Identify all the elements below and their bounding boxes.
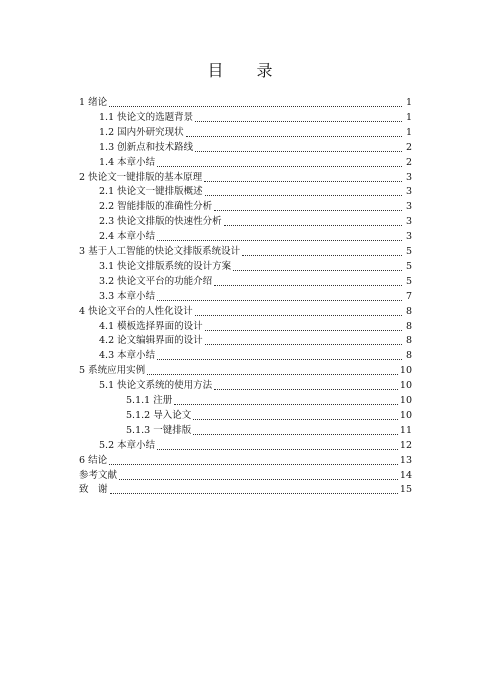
toc-entry-label: 5 系统应用实例 xyxy=(79,365,146,377)
toc-entry[interactable] xyxy=(99,156,412,170)
toc-entry[interactable] xyxy=(99,439,412,453)
dot-leader xyxy=(204,180,402,182)
toc-entry-label: 参考文献 xyxy=(79,469,118,481)
toc-entry[interactable] xyxy=(99,215,412,229)
toc-entry-page: 3 xyxy=(405,201,412,213)
dot-leader xyxy=(186,135,402,137)
toc-entry[interactable] xyxy=(126,409,412,423)
dot-leader xyxy=(174,403,398,405)
toc-entry[interactable] xyxy=(99,141,412,155)
toc-entry-label: 5.1.2 导入论文 xyxy=(126,409,192,421)
toc-entry-label: 5.2 本章小结 xyxy=(99,439,156,451)
toc-entry-label: 4.2 论文编辑界面的设计 xyxy=(99,335,203,347)
dot-leader xyxy=(195,314,402,316)
dot-leader xyxy=(110,492,398,494)
toc-entry-label: 1 绪论 xyxy=(79,97,108,108)
toc-entry[interactable] xyxy=(99,260,412,274)
toc-entry-page: 7 xyxy=(405,290,412,302)
dot-leader xyxy=(214,209,402,211)
dot-leader xyxy=(109,105,402,107)
toc-entry-label: 4 快论文平台的人性化设计 xyxy=(79,305,193,317)
toc-entry-page: 5 xyxy=(405,275,412,287)
toc-entry-page: 1 xyxy=(405,97,412,108)
toc-entry-label: 1.2 国内外研究现状 xyxy=(99,126,184,138)
toc-entry-label: 4.3 本章小结 xyxy=(99,350,156,362)
toc-entry-page: 5 xyxy=(405,260,412,272)
toc-entry[interactable] xyxy=(79,469,412,483)
toc-entry-page: 1 xyxy=(405,111,412,123)
toc-entry-page: 1 xyxy=(405,126,412,138)
toc-entry-label: 3.1 快论文排版系统的设计方案 xyxy=(99,260,232,272)
dot-leader xyxy=(193,418,398,420)
dot-leader xyxy=(195,150,402,152)
toc-entry[interactable] xyxy=(99,200,412,214)
dot-leader xyxy=(242,254,402,256)
page-title: 目 录 xyxy=(207,61,287,80)
toc-entry[interactable] xyxy=(99,320,412,334)
toc-entry-page: 3 xyxy=(405,171,412,183)
toc-entry[interactable] xyxy=(79,483,412,497)
toc-entry-label: 2.2 智能排版的准确性分析 xyxy=(99,201,213,213)
toc-entry-page: 10 xyxy=(399,380,412,392)
toc-entry-page: 3 xyxy=(405,231,412,243)
toc-entry-page: 3 xyxy=(405,216,412,228)
toc-entry[interactable] xyxy=(79,245,412,259)
toc-entry-label: 3 基于人工智能的快论文排版系统设计 xyxy=(79,246,241,257)
toc-entry-page: 12 xyxy=(399,439,412,451)
toc-entry-page: 13 xyxy=(399,454,412,466)
toc-entry-label: 3.2 快论文平台的功能介绍 xyxy=(99,275,213,287)
toc-entry-label: 5.1.3 一键排版 xyxy=(126,424,192,436)
toc-entry[interactable] xyxy=(126,394,412,408)
toc-entry[interactable] xyxy=(79,454,412,468)
toc-entry-label: 1.1 快论文的选题背景 xyxy=(99,111,194,123)
toc-entry-page: 3 xyxy=(405,186,412,198)
toc-entry-page: 8 xyxy=(405,350,412,362)
toc-entry[interactable] xyxy=(79,171,412,185)
dot-leader xyxy=(233,269,402,271)
dot-leader xyxy=(109,463,398,465)
toc-entry[interactable] xyxy=(99,185,412,199)
toc-entry-page: 10 xyxy=(399,395,412,406)
toc-entry[interactable] xyxy=(126,424,412,438)
toc-entry-label: 3.3 本章小结 xyxy=(99,290,156,302)
dot-leader xyxy=(205,194,402,196)
toc-entry-page: 15 xyxy=(399,484,412,496)
toc-entry-label: 1.3 创新点和技术路线 xyxy=(99,141,194,153)
toc-entry[interactable] xyxy=(99,334,412,348)
dot-leader xyxy=(205,343,402,345)
toc-entry[interactable] xyxy=(99,379,412,393)
dot-leader xyxy=(157,358,402,360)
dot-leader xyxy=(119,478,398,480)
toc-entry[interactable] xyxy=(99,230,412,244)
toc-entry-page: 14 xyxy=(399,469,412,481)
dot-leader xyxy=(157,165,402,167)
dot-leader xyxy=(195,120,402,122)
dot-leader xyxy=(147,373,398,375)
dot-leader xyxy=(205,329,402,331)
toc-entry[interactable] xyxy=(99,126,412,140)
toc-entry-label: 6 结论 xyxy=(79,454,108,466)
toc-entry-label: 致 谢 xyxy=(79,484,108,496)
dot-leader xyxy=(157,448,398,450)
toc-entry-page: 8 xyxy=(405,335,412,347)
toc-entry-label: 2.1 快论文一键排版概述 xyxy=(99,186,203,198)
toc-entry-label: 1.4 本章小结 xyxy=(99,156,156,168)
toc-entry-page: 11 xyxy=(399,424,412,436)
toc-entry-label: 2 快论文一键排版的基本原理 xyxy=(79,171,203,183)
toc-entry[interactable] xyxy=(79,305,412,319)
toc-entry[interactable] xyxy=(79,364,412,378)
toc-entry-page: 8 xyxy=(405,305,412,317)
toc-entry-page: 5 xyxy=(405,246,412,257)
toc-entry[interactable] xyxy=(99,275,412,289)
toc-entry[interactable] xyxy=(79,96,412,110)
toc-entry-label: 5.1 快论文系统的使用方法 xyxy=(99,380,213,392)
dot-leader xyxy=(214,284,402,286)
toc-entry-page: 10 xyxy=(399,409,412,421)
dot-leader xyxy=(193,433,398,435)
toc-entry-page: 2 xyxy=(405,156,412,168)
dot-leader xyxy=(157,239,402,241)
toc-entry[interactable] xyxy=(99,349,412,363)
toc-entry[interactable] xyxy=(99,290,412,304)
toc-entry-label: 5.1.1 注册 xyxy=(126,395,173,406)
toc-entry-page: 10 xyxy=(399,365,412,377)
toc-entry-page: 8 xyxy=(405,320,412,332)
dot-leader xyxy=(157,299,402,301)
toc-entry[interactable] xyxy=(99,111,412,125)
toc-entry-label: 4.1 模板选择界面的设计 xyxy=(99,320,203,332)
toc-entry-label: 2.4 本章小结 xyxy=(99,231,156,243)
dot-leader xyxy=(224,224,402,226)
toc-entry-page: 2 xyxy=(405,141,412,153)
toc-entry-label: 2.3 快论文排版的快速性分析 xyxy=(99,216,222,228)
dot-leader xyxy=(214,388,398,390)
